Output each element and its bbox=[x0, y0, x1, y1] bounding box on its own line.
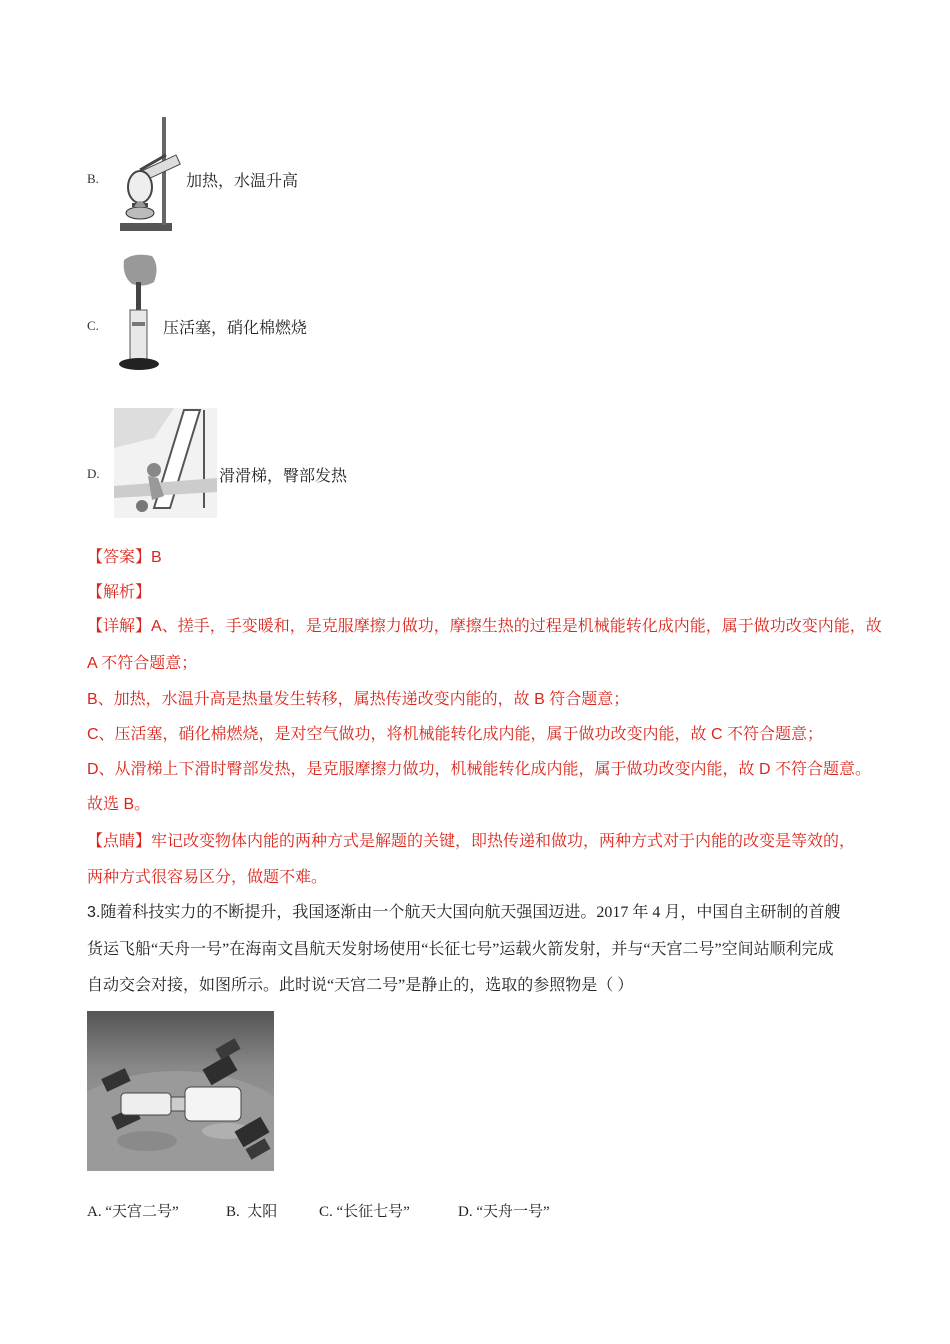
question-3-line-1 bbox=[87, 903, 840, 923]
tip-label: 【点睛】 bbox=[87, 833, 152, 850]
question-3-line-2: 货运飞船“天舟一号”在海南文昌航天发射场使用“长征七号”运载火箭发射，并与“天宫二号”空间站顺利完成 bbox=[87, 941, 834, 958]
tip-line-1 bbox=[87, 832, 855, 852]
detail-line-5: D、从滑梯上下滑时臀部发热，是克服摩擦力做功，机械能转化成内能，属于做功改变内能，故 D 不符合题意。 bbox=[87, 761, 872, 778]
choice-c[interactable]: C. “长征七号” bbox=[319, 1204, 410, 1220]
detail-line-6: 故选 B。 bbox=[87, 796, 151, 813]
option-c-letter: C. bbox=[87, 318, 99, 333]
choice-a[interactable]: A. “天宫二号” bbox=[87, 1204, 179, 1220]
detail-line-4: C、压活塞，硝化棉燃烧，是对空气做功，将机械能转化成内能，属于做功改变内能，故 C 不符合题意； bbox=[87, 726, 824, 743]
question-3-text-1: 随着科技实力的不断提升，我国逐渐由一个航天大国向航天强国迈进。2017 年 4 月，中国自主研制的首艘 bbox=[100, 904, 841, 921]
choice-b[interactable]: B. 太阳 bbox=[226, 1204, 278, 1220]
detail-line-2: A 不符合题意； bbox=[87, 655, 198, 672]
answer-line bbox=[87, 548, 162, 568]
detail-line-1 bbox=[87, 617, 882, 637]
question-3-number: 3. bbox=[87, 904, 101, 921]
question-3-line-3: 自动交会对接，如图所示。此时说“天宫二号”是静止的，选取的参照物是（ ） bbox=[87, 977, 634, 994]
option-b-letter: B. bbox=[87, 171, 99, 186]
heating-flask-icon bbox=[110, 115, 185, 235]
detail-text-1: A、搓手，手变暖和，是克服摩擦力做功，摩擦生热的过程是机械能转化成内能，属于做功改变内能，故 bbox=[151, 618, 882, 635]
slide-child-icon bbox=[114, 408, 217, 518]
answer-value: B bbox=[151, 549, 162, 566]
option-b-text: 加热，水温升高 bbox=[186, 173, 299, 190]
piston-cylinder-icon bbox=[114, 252, 164, 374]
choice-d[interactable]: D. “天舟一号” bbox=[458, 1204, 550, 1220]
option-d-text: 滑滑梯，臀部发热 bbox=[219, 468, 348, 485]
option-c-text: 压活塞，硝化棉燃烧 bbox=[163, 320, 308, 337]
detail-label: 【详解】 bbox=[87, 618, 152, 635]
answer-label: 【答案】 bbox=[87, 549, 152, 566]
detail-line-3: B、加热，水温升高是热量发生转移，属热传递改变内能的，故 B 符合题意； bbox=[87, 691, 630, 708]
tip-text-1: 牢记改变物体内能的两种方式是解题的关键，即热传递和做功，两种方式对于内能的改变是等效的， bbox=[151, 833, 856, 850]
option-d-letter: D. bbox=[87, 466, 100, 481]
spacecraft-docking-icon bbox=[87, 1011, 274, 1171]
analysis-label: 【解析】 bbox=[87, 584, 152, 601]
tip-line-2: 两种方式很容易区分，做题不难。 bbox=[87, 869, 328, 886]
